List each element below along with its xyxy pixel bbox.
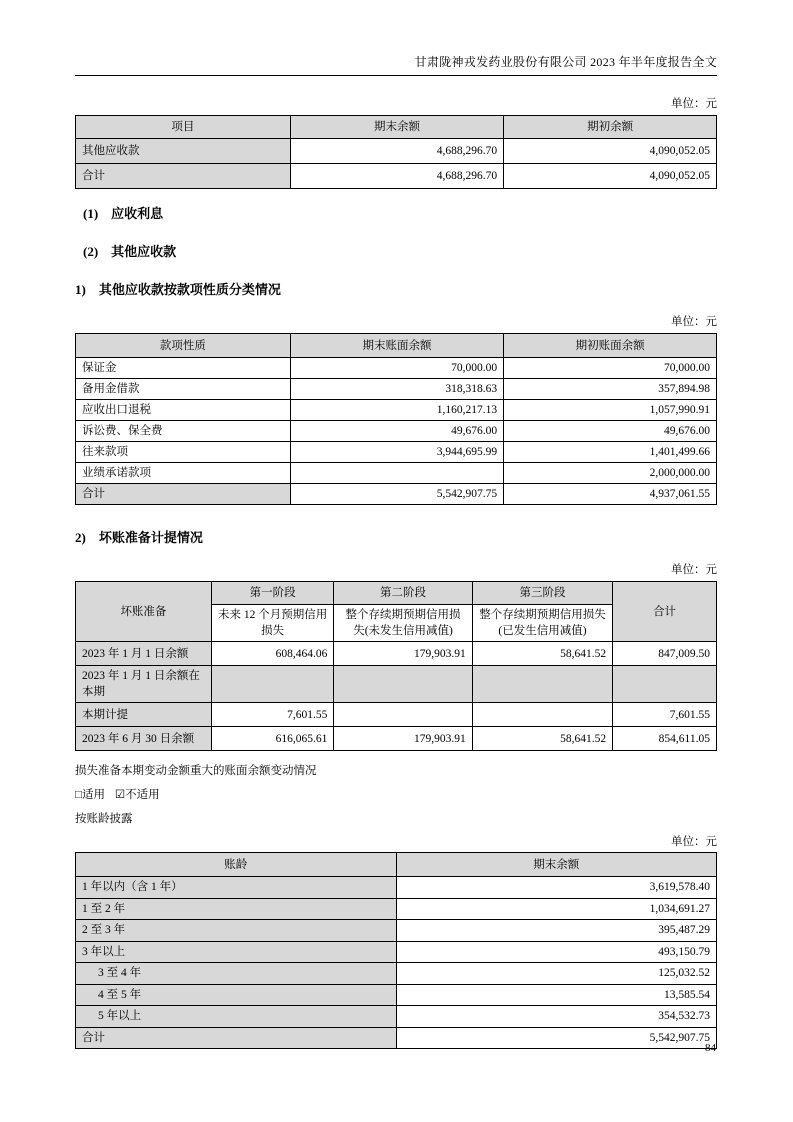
cell-value: 179,903.91 [334,642,472,666]
table-row [76,941,717,963]
checkbox-not-applicable: ☑不适用 [114,789,160,801]
table-row [76,877,717,899]
table-header-row [76,582,717,605]
row-label: 2023 年 1 月 1 日余额 [76,642,212,666]
table-row [76,642,717,666]
cell-value: 3,619,578.40 [396,877,717,899]
cell-value: 1,057,990.91 [504,400,717,421]
table-row [76,984,717,1006]
aging-analysis-table [75,852,717,1049]
cell-value [472,703,612,727]
section-number: (2) [83,244,99,259]
section-heading-other-receivables [75,244,717,260]
cell-value: 49,676.00 [504,421,717,442]
table-row [76,727,717,751]
table-row-total [76,484,717,505]
cell-value: 854,611.05 [613,727,717,751]
column-header: 账龄 [76,853,397,877]
table-header-row [76,334,717,358]
cell-value: 4,090,052.05 [504,139,717,164]
table-row [76,379,717,400]
cell-value: 5,542,907.75 [396,1027,717,1049]
other-receivables-summary-table [75,115,717,189]
aging-disclosure-note: 按账龄披露 [75,813,133,825]
column-header: 第二阶段 [334,582,472,605]
cell-value [211,666,333,703]
cell-value: 318,318.63 [290,379,503,400]
row-label: 1 至 2 年 [76,898,397,920]
table-row [76,1006,717,1028]
section-number: 2) [75,530,86,545]
cell-value: 125,032.52 [396,963,717,985]
row-label: 合计 [76,1027,397,1049]
cell-value: 4,688,296.70 [290,164,503,189]
row-label: 4 至 5 年 [76,984,397,1006]
table-row [76,442,717,463]
cell-value [334,703,472,727]
page-number: 84 [705,1042,716,1054]
table-row-total [76,1027,717,1049]
row-label: 2 至 3 年 [76,920,397,942]
row-label: 合计 [76,164,291,189]
cell-value: 5,542,907.75 [290,484,503,505]
column-header: 款项性质 [76,334,291,358]
cell-value: 13,585.54 [396,984,717,1006]
table-row [76,898,717,920]
table-row [76,703,717,727]
table-row [76,358,717,379]
table-row-total [76,164,717,189]
bad-debt-provision-table [75,581,717,751]
column-subheader: 整个存续期预期信用损失(已发生信用减值) [472,605,612,642]
table-row [76,400,717,421]
section-title: 应收利息 [111,206,164,221]
row-label: 5 年以上 [76,1006,397,1028]
cell-value: 4,937,061.55 [504,484,717,505]
row-label: 诉讼费、保全费 [76,421,291,442]
table-row [76,963,717,985]
row-label: 3 年以上 [76,941,397,963]
row-label: 业绩承诺款项 [76,463,291,484]
section-heading-bad-debt-provision [75,530,717,546]
column-header: 第一阶段 [211,582,333,605]
table-header-row [76,853,717,877]
column-header: 期末余额 [396,853,717,877]
cell-value: 4,688,296.70 [290,139,503,164]
row-label: 备用金借款 [76,379,291,400]
cell-value: 616,065.61 [211,727,333,751]
table-row [76,920,717,942]
table-row [76,421,717,442]
checkbox-applicable: □适用 [75,789,105,801]
cell-value: 7,601.55 [613,703,717,727]
section-number: 1) [75,282,86,297]
row-label: 往来款项 [76,442,291,463]
cell-value: 1,160,217.13 [290,400,503,421]
column-subheader: 整个存续期预期信用损失(未发生信用减值) [334,605,472,642]
column-header: 项目 [76,116,291,139]
unit-label: 单位：元 [671,836,717,848]
column-header-total: 合计 [613,582,717,642]
applicability-line [75,788,717,803]
table-header-row [76,116,717,139]
unit-label: 单位：元 [671,316,717,328]
loss-change-note: 损失准备本期变动金额重大的账面余额变动情况 [75,765,317,777]
column-header: 期初余额 [504,116,717,139]
unit-label: 单位：元 [671,98,717,110]
row-label: 合计 [76,484,291,505]
row-label: 本期计提 [76,703,212,727]
cell-value: 7,601.55 [211,703,333,727]
row-label: 2023 年 6 月 30 日余额 [76,727,212,751]
row-label: 其他应收款 [76,139,291,164]
table-row [76,139,717,164]
cell-value: 1,034,691.27 [396,898,717,920]
cell-value: 1,401,499.66 [504,442,717,463]
section-title: 坏账准备计提情况 [98,530,203,545]
row-label: 保证金 [76,358,291,379]
row-label: 2023 年 1 月 1 日余额在本期 [76,666,212,703]
column-header: 期初账面余额 [504,334,717,358]
column-header: 期末余额 [290,116,503,139]
row-label: 3 至 4 年 [76,963,397,985]
cell-value: 4,090,052.05 [504,164,717,189]
doc-header: 甘肃陇神戎发药业股份有限公司 2023 年半年度报告全文 [75,54,717,76]
row-label: 应收出口退税 [76,400,291,421]
unit-label: 单位：元 [671,564,717,576]
column-header: 期末账面余额 [290,334,503,358]
nature-classification-table [75,333,717,505]
cell-value [290,463,503,484]
cell-value: 70,000.00 [290,358,503,379]
column-header: 第三阶段 [472,582,612,605]
corner-header: 坏账准备 [76,582,212,642]
cell-value: 70,000.00 [504,358,717,379]
cell-value: 2,000,000.00 [504,463,717,484]
section-heading-nature-classification [75,282,717,298]
cell-value: 354,532.73 [396,1006,717,1028]
cell-value [334,666,472,703]
section-title: 其他应收款 [111,244,177,259]
cell-value: 357,894.98 [504,379,717,400]
cell-value: 493,150.79 [396,941,717,963]
table-row [76,666,717,703]
page-content [75,0,717,1049]
cell-value: 179,903.91 [334,727,472,751]
section-title: 其他应收款按款项性质分类情况 [98,282,281,297]
section-number: (1) [83,206,99,221]
cell-value: 3,944,695.99 [290,442,503,463]
cell-value: 395,487.29 [396,920,717,942]
cell-value: 58,641.52 [472,727,612,751]
cell-value: 608,464.06 [211,642,333,666]
cell-value: 49,676.00 [290,421,503,442]
row-label: 1 年以内（含 1 年） [76,877,397,899]
section-heading-interest-receivable [75,206,717,222]
cell-value [472,666,612,703]
cell-value [613,666,717,703]
table-row [76,463,717,484]
cell-value: 847,009.50 [613,642,717,666]
column-subheader: 未来 12 个月预期信用损失 [211,605,333,642]
cell-value: 58,641.52 [472,642,612,666]
